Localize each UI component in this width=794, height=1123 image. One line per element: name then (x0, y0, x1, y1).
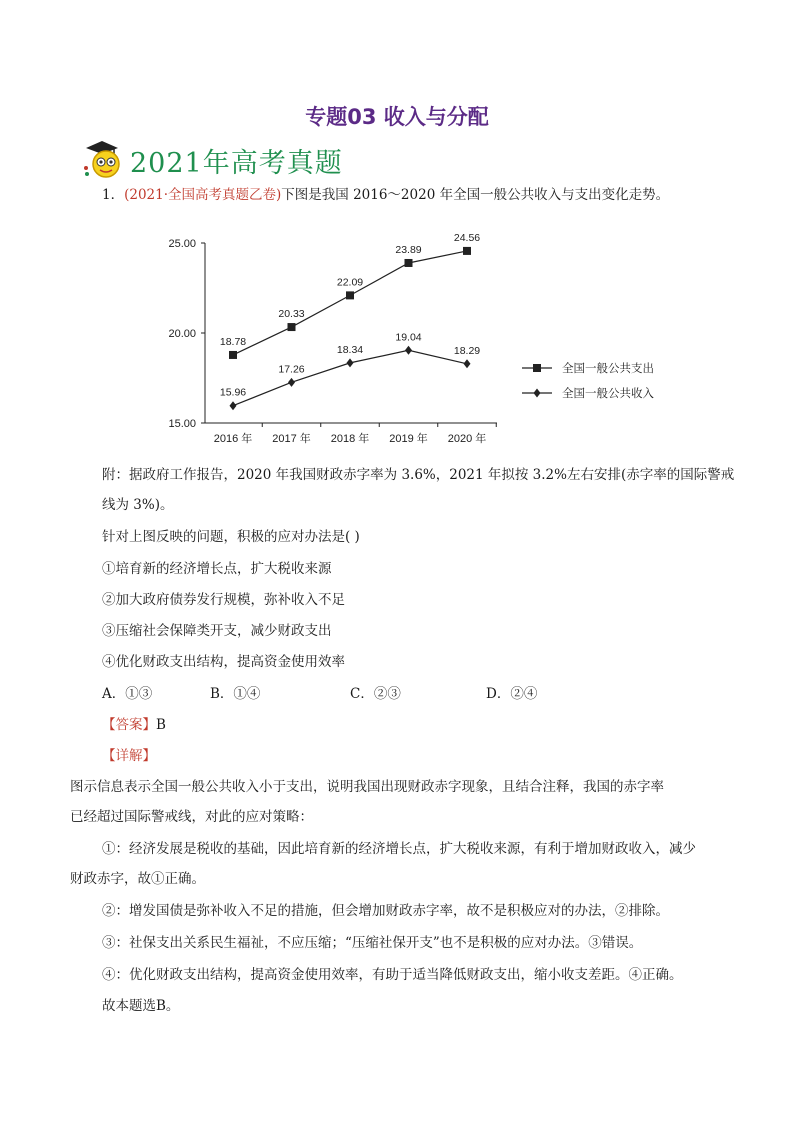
question-prompt: 针对上图反映的问题，积极的应对办法是( ) (102, 529, 360, 545)
question-source: (2021·全国高考真题乙卷) (124, 187, 282, 203)
data-point (347, 358, 354, 367)
answer-value: B (156, 717, 166, 733)
option-a: A．①③ (102, 686, 153, 702)
data-point (464, 359, 471, 368)
x-tick-label: 2018 年 (330, 433, 370, 445)
note-line-2: 线为 3%)。 (102, 497, 174, 513)
data-point (405, 346, 412, 355)
detail-label: 【详解】 (102, 748, 156, 764)
section-banner (80, 138, 343, 182)
data-label: 18.29 (453, 344, 481, 357)
question-text: 下图是我国 2016～2020 年全国一般公共收入与支出变化走势。 (281, 187, 670, 203)
note-line-1: 附：据政府工作报告，2020 年我国财政赤字率为 3.6%，2021 年拟按 3.2%左右安排(赤字率的国际警戒 (102, 467, 735, 483)
explanation-line: ③：社保支出关系民生福祉，不应压缩；“压缩社保开支”也不是积极的应对办法。③错误。 (102, 935, 643, 951)
explanation-line: 图示信息表示全国一般公共收入小于支出，说明我国出现财政赤字现象，且结合注释，我国的赤字率 (70, 779, 664, 795)
data-point (405, 259, 413, 267)
data-point (288, 323, 296, 331)
option-b: B．①④ (210, 686, 261, 702)
explanation-line: 财政赤字，故①正确。 (70, 871, 205, 887)
data-label: 23.89 (395, 243, 422, 256)
page-title: 专题03 收入与分配 (305, 105, 489, 129)
data-point (346, 291, 354, 299)
x-tick-label: 2016 年 (213, 433, 253, 445)
data-label: 18.78 (219, 335, 247, 348)
statement-item: ①培育新的经济增长点，扩大税收来源 (102, 561, 332, 577)
explanation-line: 已经超过国际警戒线，对此的应对策略： (70, 809, 313, 825)
data-label: 19.04 (395, 331, 422, 344)
y-tick-label: 15.00 (168, 418, 196, 430)
y-tick-label: 25.00 (168, 238, 196, 250)
legend-label: 全国一般公共支出 (562, 363, 654, 375)
option-d: D．②④ (486, 686, 538, 702)
data-label: 18.34 (336, 343, 364, 356)
question-number: 1． (102, 187, 125, 203)
data-label: 17.26 (278, 363, 305, 376)
explanation-line: ①：经济发展是税收的基础，因此培育新的经济增长点，扩大税收来源，有利于增加财政收入，减少 (102, 841, 696, 857)
series-line (233, 251, 467, 355)
data-label: 20.33 (278, 308, 305, 321)
x-tick-label: 2017 年 (272, 433, 311, 445)
legend-marker (534, 389, 541, 398)
x-tick-label: 2020 年 (447, 433, 487, 445)
explanation-line: ②：增发国债是弥补收入不足的措施，但会增加财政赤字率，故不是积极应对的办法，②排除。 (102, 903, 669, 919)
question-stem (102, 186, 669, 204)
data-point (463, 247, 471, 255)
x-tick-label: 2019 年 (389, 433, 428, 445)
answer-label: 【答案】 (102, 717, 156, 733)
data-point (229, 351, 237, 359)
legend-marker (533, 364, 541, 372)
statement-item: ②加大政府债券发行规模，弥补收入不足 (102, 592, 345, 608)
data-label: 24.56 (453, 231, 481, 244)
data-label: 15.96 (219, 386, 247, 399)
income-expenditure-chart (160, 228, 680, 453)
data-point (288, 378, 295, 387)
answer (102, 716, 166, 734)
mascot-icon (80, 138, 124, 182)
statement-item: ④优化财政支出结构，提高资金使用效率 (102, 654, 345, 670)
option-c: C．②③ (350, 686, 401, 702)
legend-label: 全国一般公共收入 (562, 388, 654, 400)
banner-text: 2021年高考真题 (130, 147, 343, 179)
explanation-line: ④：优化财政支出结构，提高资金使用效率，有助于适当降低财政支出，缩小收支差距。④正确。 (102, 967, 683, 983)
data-point (230, 401, 237, 410)
y-tick-label: 20.00 (168, 328, 196, 340)
data-label: 22.09 (336, 276, 364, 289)
statement-item: ③压缩社会保障类开支，减少财政支出 (102, 623, 332, 639)
explanation-line: 故本题选B。 (102, 998, 180, 1014)
